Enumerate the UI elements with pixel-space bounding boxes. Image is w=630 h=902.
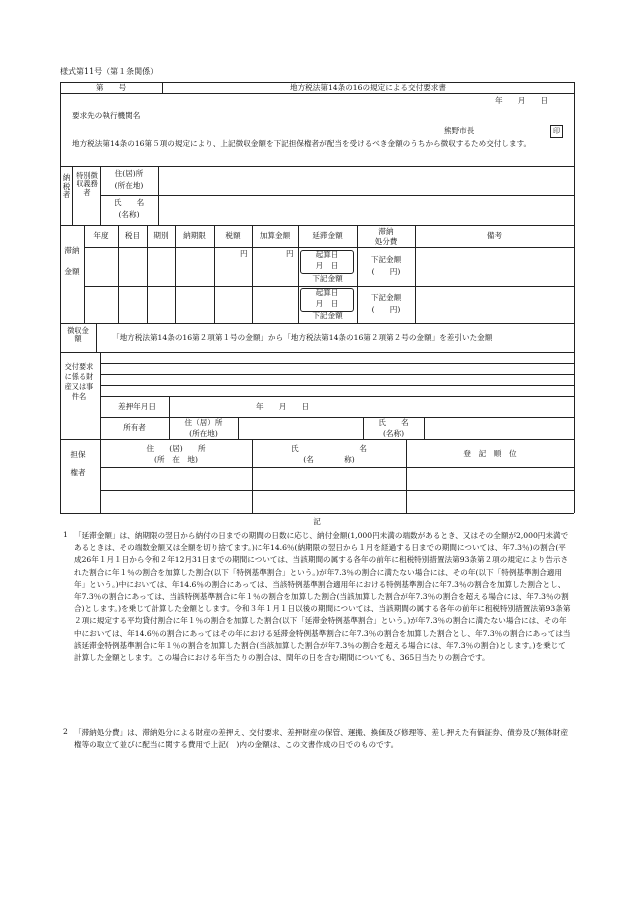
seizure-date-label: 差押年月日 (118, 402, 156, 411)
row2-month-day: 月 日 (315, 299, 339, 308)
col-disposal-fee-2: 処分費 (374, 237, 398, 246)
seizure-date-value: 年 月 日 (256, 402, 310, 411)
row1-start-date: 起算日 (315, 250, 339, 259)
obligor-name-sub: (名称) (118, 210, 140, 219)
col-remarks: 備考 (486, 231, 503, 240)
secured-side-label: 担保権者 (70, 450, 86, 477)
collection-text: 「地方税法第14条の16第２項第１号の金額」から「地方税法第14条の16第２項第２号の金額」を差引いた金額 (112, 333, 493, 342)
note2-text: 「滞納処分費」は、滞納処分による財産の差押え、交付要求、差押財産の保管、運搬、換価及び修理等、差し押えた有価証券、債券及び無体財産権等の取立て並びに配当に関する費用で上記( )内の金額は、この文書作成の日でのものです。 (74, 728, 569, 750)
recipient-label: 要求先の執行機関名 (72, 111, 141, 120)
property-side-label: 交付要求に係る財産又は事件名 (64, 362, 94, 401)
row2-disposal-yen: ( 円) (371, 305, 401, 314)
row2-start-date: 起算日 (315, 288, 339, 297)
seal-mark: 印 (550, 125, 563, 138)
special-collector-label: 特別徴収義務者 (76, 171, 98, 197)
secured-address-label: 住 (居) 所 (146, 444, 206, 453)
document-title: 地方税法第14条の16の規定による交付要求書 (289, 83, 446, 92)
obligor-side-label: 納税者 (62, 173, 71, 200)
owner-address-sub: (所在地) (189, 429, 218, 438)
collection-side-label: 徴収金額 (67, 326, 89, 344)
notes-heading: 記 (313, 517, 321, 526)
owner-label: 所有者 (123, 423, 146, 432)
intro-text: 地方税法第14条の16第５項の規定により、上記徴収金額を下記担保権者が配当を受けるべき金額のうちから徴収するため交付します。 (72, 139, 532, 148)
row1-month-day: 月 日 (315, 261, 339, 270)
secured-name-label: 氏 名 (291, 444, 367, 453)
row1-disposal-yen: ( 円) (371, 267, 401, 276)
row1-below-amount: 下記金額 (312, 274, 343, 283)
owner-name-label: 氏 名 (378, 418, 409, 427)
obligor-name-label: 氏 名 (113, 198, 145, 207)
col-additional-amount: 加算金額 (259, 231, 291, 240)
col-late-charge: 延滞金額 (312, 231, 343, 240)
note1-text: 「延滞金額」は、納期限の翌日から納付の日までの期間の日数に応じ、納付金額(1,000円未満の端数があるとき、又はその全額が2,000円未満であるときは、その端数金額又は全額を切り捨てます。)に年14.6％(納期限の翌日から１月を経過する日までの期間については、年7.3％)の割合(平成26年１月１日から令和２年12月31日までの期間については、当該期間の属する各年の前年に租税特別措置法第93条第２項の規定により告示された割合に年１％の割合を加算した割合(以下「特例基準割合」という。)が年7.3％の割合に満たない場合には、その年(以下「特例基準割合適用年」という。)中においては、年14.6％の割合にあっては、当該特例基準割合適用年における特例基準割合に年7.3％の割合を加算した割合とし、年7.3％の割合にあっては、当該特例基準割合に年１％の割合を加算した割合(当該加算した割合が年7.3％の割合を超える場合には、年7.3％の割合)とします。)を乗じて計算した金額とします。令和３年１月１日以後の期間については、当該期間の属する各年の前年に租税特別措置法第93条第２項に規定する平均貸付割合に年１％の割合を加算した割合(以下「延滞金特例基準割合」という。)が年7.3％の割合に満たない場合には、その年中においては、年14.6％の割合にあってはその年における延滞金特例基準割合に年7.3％の割合を加算した割合とし、年7.3％の割合にあっては当該延滞金特例基準割合に年１％の割合を加算した割合(当該加算した割合が年7.3％の割合を超える場合には、年7.3％の割合)とします。)を乗じて計算した金額とします。この場合における年当たりの割合は、閏年の日を含む期間についても、365日当たりの割合です。 (74, 531, 571, 663)
delinquency-side-label: 滞納金額 (64, 246, 80, 276)
col-tax-amount: 税額 (225, 231, 241, 240)
issuer-name: 熊野市長 (444, 126, 475, 135)
issue-date: 年 月 日 (495, 96, 549, 105)
owner-name-sub: (名称) (382, 429, 405, 438)
col-fiscal-year: 年度 (93, 231, 109, 240)
col-tax-item: 税目 (124, 231, 141, 240)
note1-number: 1 (63, 530, 68, 539)
tax-yen-unit: 円 (240, 249, 248, 258)
registration-rank-label: 登 記 順 位 (463, 449, 517, 458)
document-number-label: 第 号 (95, 83, 127, 92)
row1-disposal-below: 下記金額 (370, 255, 402, 264)
col-period: 期別 (153, 231, 169, 240)
obligor-address-label: 住(居)所 (114, 169, 144, 178)
row2-disposal-below: 下記金額 (370, 293, 402, 302)
secured-address-sub: (所 在 地) (154, 455, 198, 464)
col-due-date: 納期限 (183, 231, 206, 240)
col-disposal-fee-1: 滞納 (378, 227, 394, 236)
owner-address-label: 住（居）所 (184, 418, 223, 427)
form-id: 様式第11号（第１条関係） (60, 67, 159, 76)
additional-yen-unit: 円 (286, 249, 294, 258)
secured-name-sub: (名 称) (303, 455, 355, 464)
row2-below-amount: 下記金額 (312, 311, 343, 320)
obligor-address-sub: (所在地) (114, 181, 144, 190)
note2-number: 2 (63, 727, 68, 736)
